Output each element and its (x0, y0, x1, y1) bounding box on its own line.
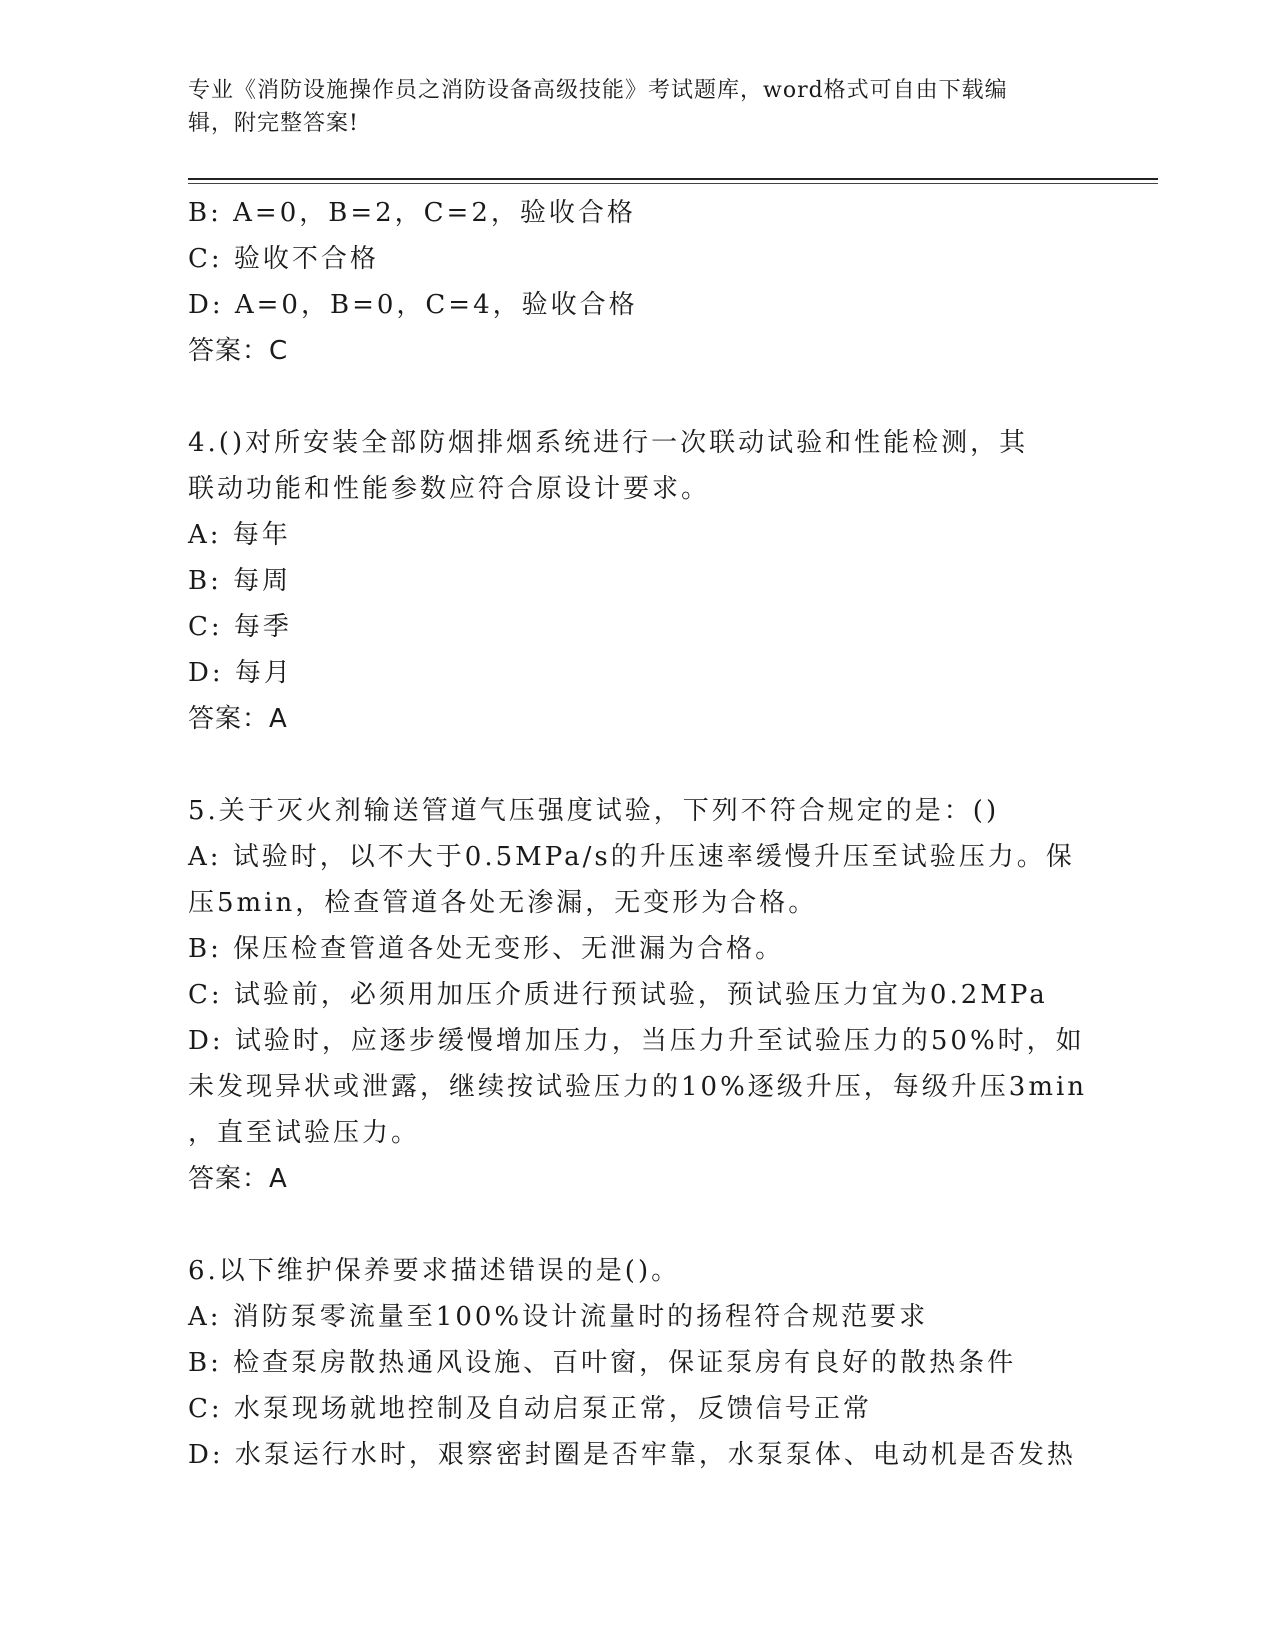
spacer (188, 374, 1088, 420)
option-a-cont: 压5min，检查管道各处无渗漏，无变形为合格。 (188, 888, 818, 918)
option-b: B: A=0，B=2，C=2，验收合格 (188, 198, 636, 228)
option-c: C: 水泵现场就地控制及自动启泵正常，反馈信号正常 (188, 1394, 872, 1424)
document-header (188, 74, 1068, 140)
question-6 (188, 1248, 1088, 1478)
option-b: B: 检查泵房散热通风设施、百叶窗，保证泵房有良好的散热条件 (188, 1348, 1017, 1378)
question-stem: 6.以下维护保养要求描述错误的是()。 (188, 1256, 681, 1286)
question-list (188, 190, 1088, 1478)
option-a: A: 试验时，以不大于0.5MPa/s的升压速率缓慢升压至试验压力。保 (188, 842, 1075, 872)
header-line-1: 专业《消防设施操作员之消防设备高级技能》考试题库，word格式可自由下载编 (188, 78, 1008, 103)
answer: 答案：A (188, 704, 288, 734)
option-a: A: 每年 (188, 520, 291, 550)
question-4 (188, 420, 1088, 742)
question-stem: 5.关于灭火剂输送管道气压强度试验，下列不符合规定的是：() (188, 796, 1000, 826)
option-d-cont-2: ，直至试验压力。 (188, 1118, 421, 1148)
header-rule-thick (188, 178, 1158, 180)
option-a: A: 消防泵零流量至100%设计流量时的扬程符合规范要求 (188, 1302, 929, 1332)
option-d-cont: 未发现异状或泄露，继续按试验压力的10%逐级升压，每级升压3min (188, 1072, 1088, 1102)
option-c: C: 每季 (188, 612, 292, 642)
option-d: D: 水泵运行水时，艰察密封圈是否牢靠，水泵泵体、电动机是否发热 (188, 1440, 1076, 1470)
header-rule-thin (188, 183, 1158, 184)
header-line-2: 辑，附完整答案! (188, 111, 359, 136)
question-stem: 4.()对所安装全部防烟排烟系统进行一次联动试验和性能检测，其 (188, 428, 1029, 458)
question-stem-cont: 联动功能和性能参数应符合原设计要求。 (188, 474, 711, 504)
option-d: D: A=0，B=0，C=4，验收合格 (188, 290, 638, 320)
question-3-partial (188, 190, 1088, 374)
option-c: C: 验收不合格 (188, 244, 379, 274)
option-b: B: 保压检查管道各处无变形、无泄漏为合格。 (188, 934, 785, 964)
option-c: C: 试验前，必须用加压介质进行预试验，预试验压力宜为0.2MPa (188, 980, 1048, 1010)
spacer (188, 1202, 1088, 1248)
option-d: D: 每月 (188, 658, 293, 688)
question-5 (188, 788, 1088, 1202)
answer: 答案：A (188, 1164, 288, 1194)
option-b: B: 每周 (188, 566, 292, 596)
answer: 答案：C (188, 336, 289, 366)
option-d: D: 试验时，应逐步缓慢增加压力，当压力升至试验压力的50%时，如 (188, 1026, 1085, 1056)
spacer (188, 742, 1088, 788)
